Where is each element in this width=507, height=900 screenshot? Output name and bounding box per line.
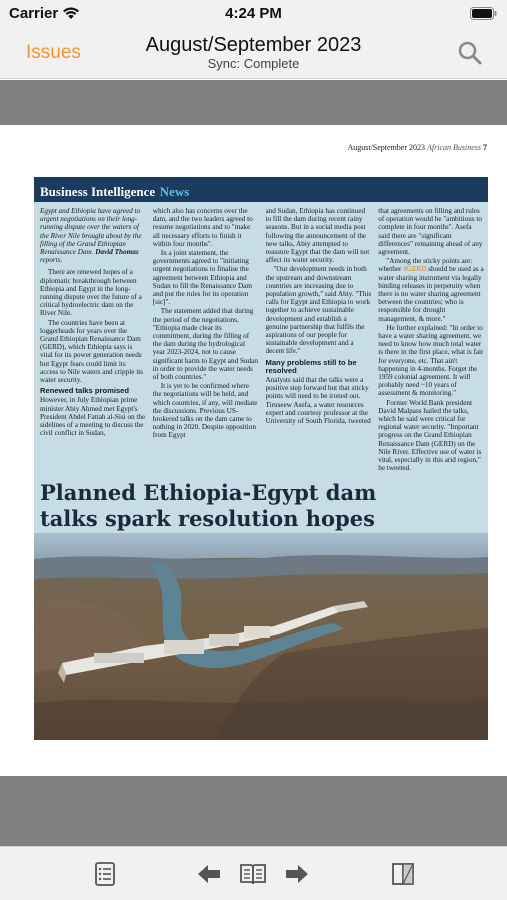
paragraph: In a joint statement, the governments agreed to "initiating urgent negotiations to finalise the agreement between Ethiopia and Sudan to fill the Renaissance Dam and put the rules for its operation [sic]".	[152, 249, 252, 307]
article	[34, 177, 488, 740]
headline-line-1: Planned Ethiopia-Egypt dam	[40, 480, 377, 505]
paragraph: "Among the sticky points are: whether #GERD should be used as a water sharing instrument via legally binding releases in perpetuity when there is no water sharing agreement between the countries; who is responsible for drought management, & more."	[378, 257, 484, 323]
paragraph: Former World Bank president David Malpass hailed the talks, which he said were critical for regional water security. "Important progress on the Grand Ethiopian Renaissance Dam (GERD) on the Nile River. Effective use of water is vital, especially in this arid region," he tweeted.	[378, 398, 482, 473]
article-column-2	[153, 207, 259, 475]
section-banner	[34, 177, 488, 202]
dam-aerial-photo	[34, 533, 488, 740]
paragraph: He further explained: "In order to have a water sharing agreement, we need to know how much total water is there in the first place, what is fair for everyone, etc. That ain't happening in 4-months. Forget the 1959 colonial agreement. It will probably need ~10 years of assessment & monitoring."	[378, 323, 484, 398]
paragraph: The countries have been at loggerheads for years over the Grand Ethiopian Renaissance Dam (GERD), which Ethiopia says is vital for its power generation needs but Egypt fears could limit its access to Nile waters and cripple its water security.	[40, 318, 143, 385]
hashtag-link[interactable]: #GERD	[403, 265, 427, 274]
section-accent: News	[159, 184, 190, 199]
page-number: 7	[483, 143, 487, 152]
issue-title: August/September 2023	[145, 34, 362, 56]
magazine-page[interactable]	[0, 125, 507, 776]
paragraph: It is yet to be confirmed where the negotiations will be held, and which countries, if any, will mediate the discussions. Previous US-brokered talks on the dam came to nothing in 2020. Despite opposition from Egypt	[152, 382, 258, 440]
page-header-magazine: African Business	[427, 143, 481, 152]
article-columns	[40, 207, 484, 475]
page-header-issue: August/September 2023	[347, 143, 425, 152]
paragraph: and Sudan, Ethiopia has continued to fill the dam during recent rainy seasons. But in a social media post following the announcement of the new talks, Abiy attempted to reassure Egypt that the dam will not affect its water security.	[265, 207, 370, 265]
article-intro: Egypt and Ethiopia have agreed to urgent negotiations on their long-running dispute over the waters of the River Nile brought about by the filling of the Grand Ethiopian Renaissance Dam. David Thomas reports.	[40, 207, 142, 265]
navigation-bar	[0, 28, 507, 79]
byline: David Thomas	[95, 248, 139, 257]
arrow-right-icon[interactable]	[283, 860, 311, 888]
status-bar	[0, 0, 507, 28]
viewer-margin-bottom	[0, 776, 507, 846]
single-page-icon[interactable]	[389, 860, 417, 888]
page-header	[347, 143, 487, 152]
paragraph: There are renewed hopes of a diplomatic breakthrough between Ethiopia and Egypt in the long-running dispute over the future of a critical hydroelectric dam on the River Nile.	[40, 268, 142, 318]
paragraph: The statement added that during the period of the negotiations, "Ethiopia made clear its commitment, during the filling of the dam during the hydrological year 2023-2024, not to cause significant harm to Egypt and Sudan in order to provide the water needs of both countries."	[152, 307, 258, 382]
subheading: Many problems still to be resolved	[265, 357, 357, 375]
viewer-margin-top	[0, 80, 507, 125]
paragraph: that agreements on filling and rules of operation would be "ambitious to complete in four months". Asefa said there are "significant differences" remaining ahead of any agreement.	[378, 207, 483, 257]
sync-status: Sync: Complete	[207, 56, 300, 71]
issues-back-button[interactable]: Issues	[26, 42, 81, 63]
search-icon[interactable]	[457, 40, 483, 66]
table-of-contents-icon[interactable]	[91, 860, 119, 888]
article-headline	[40, 480, 484, 532]
section-label: Business Intelligence	[40, 184, 156, 199]
article-column-3	[266, 207, 372, 475]
carrier-label: Carrier	[9, 5, 59, 22]
status-time: 4:24 PM	[225, 5, 282, 22]
paragraph: which also has concerns over the dam, and the two leaders agreed to resume negotiations and to "make all necessary efforts to finish it within four months".	[152, 207, 253, 248]
subheading: Renewed talks promised	[40, 386, 130, 396]
bottom-toolbar	[0, 846, 507, 900]
open-book-icon[interactable]	[239, 860, 267, 888]
paragraph: "Our development needs in both the upstream and downstream countries are increasing due to population growth," said Abiy. "This calls for Egypt and Ethiopia to work together to achieve sustainable development and establish a genuine partnership that fulfils the aspirations of our people for sustainable development and a decent life."	[265, 265, 372, 356]
battery-icon	[470, 7, 497, 20]
article-column-1	[40, 207, 146, 475]
article-column-4	[378, 207, 484, 475]
paragraph: However, in July Ethiopian prime minister Abiy Ahmed met Egypt's President Abdel Fattah al-Sisi on the sidelines of a meeting to discuss the civil conflict in Sudan,	[40, 396, 146, 438]
paragraph: Analysts said that the talks were a positive step forward but that sticky points will need to be ironed out. Tiruseew Asefa, a water resources expert and courtesy professor at the University of South Florida, tweeted	[265, 376, 371, 426]
headline-line-2: talks spark resolution hopes	[40, 506, 375, 531]
arrow-left-icon[interactable]	[195, 860, 223, 888]
